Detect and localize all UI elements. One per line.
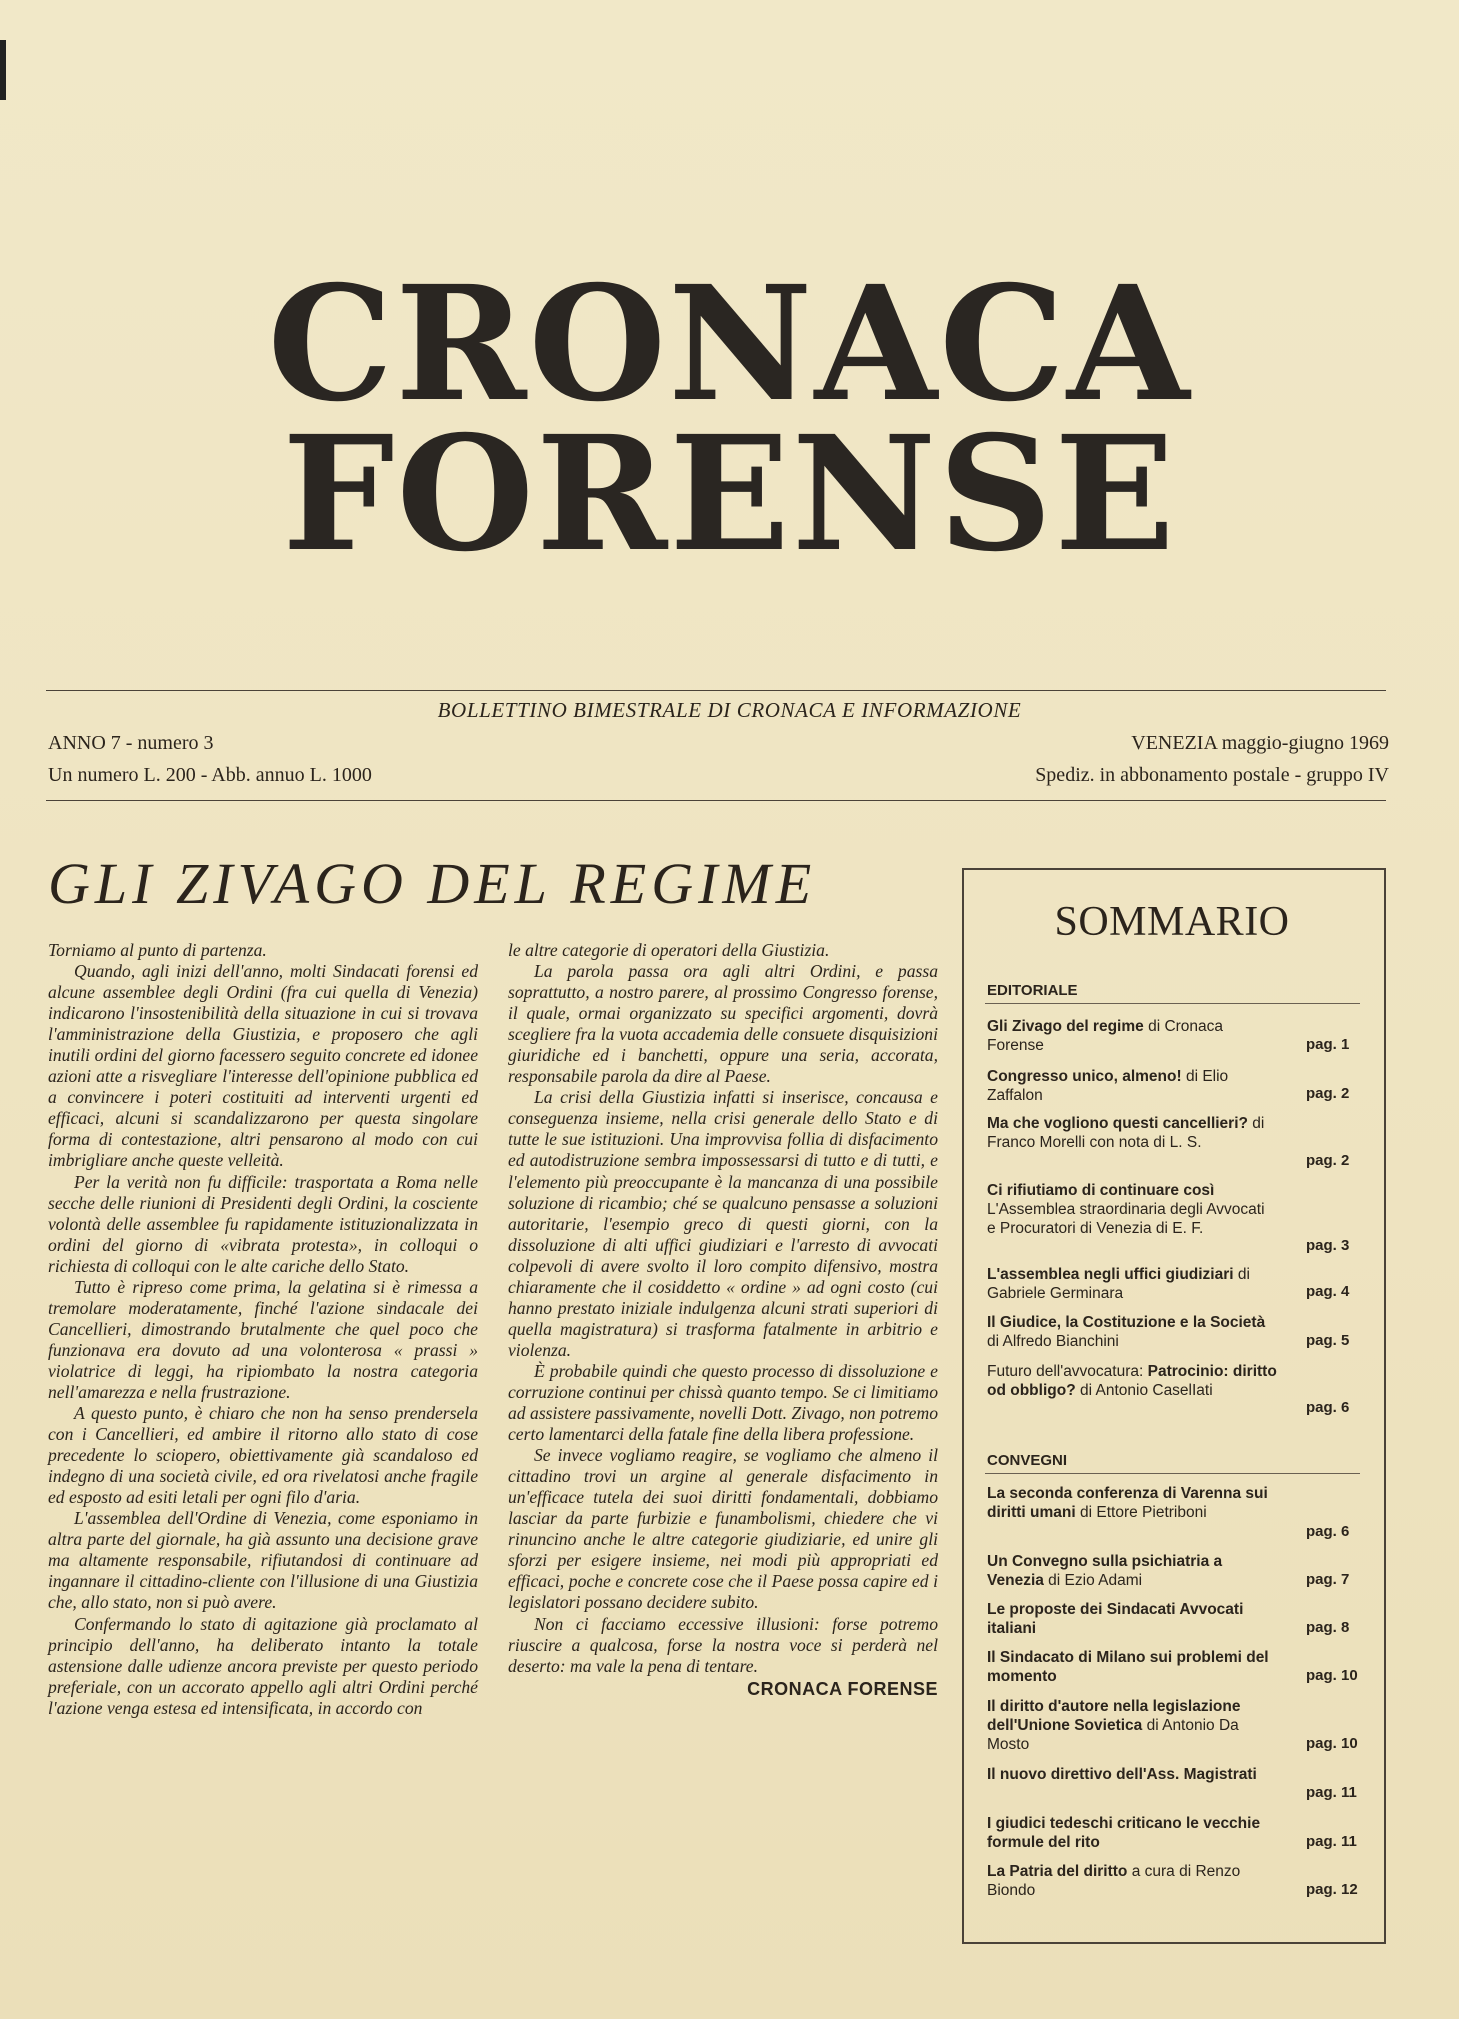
entry-title: Ma che vogliono questi cancellieri? (987, 1115, 1248, 1132)
entry-author: di Gabriele Germinara (987, 1266, 1250, 1302)
entry-author: di Antonio CaselIati (1075, 1382, 1213, 1399)
entry-author: di Elio Zaffalon (987, 1068, 1229, 1104)
subtitle: BOLLETTINO BIMESTRALE DI CRONACA E INFORMAZIONE (437, 698, 1022, 722)
paragraph: Confermando lo stato di agitazione già proclamato al principio dell'anno, ha deliberato intanto la totale astensione dalle udienze ancora previste per questo periodo preferiale, con un accorato appello agli altri Ordini perché l'azione venga estesa ed intensificata, in accordo con (48, 1613, 478, 1718)
entry-author: di Ettore Pietriboni (1075, 1504, 1207, 1521)
paragraph: Non ci facciamo eccessive illusioni: forse potremo riuscire a qualcosa, forse la nostra voce si perderà nel deserto: ma vale la pena di tentare. (508, 1613, 938, 1676)
summary-entry[interactable] (987, 1181, 1277, 1238)
entry-author: di Ezio Adami (1043, 1572, 1143, 1589)
entry-title: Il Sindacato di Milano sui problemi del momento (987, 1649, 1269, 1685)
paragraph: Tutto è ripreso come prima, la gelatina si è rimessa a tremolare moderatamente, finché l'azione sindacale dei Cancellieri, dimostrando brutalmente che quel poco che funzionava era dovuto ad una volonterosa « prassi » violatrice di leggi, ha ripiombato la nostra categoria nell'amarezza e nella frustrazione. (48, 1276, 478, 1402)
paragraph: A questo punto, è chiaro che non ha senso prendersela con i Cancellieri, ed ambire il ritorno allo stato di cose precedente lo sciopero, obiettivamente già scandaloso ed indegno di una società civile, ed ora rivelatosi anche fragile ed esposto ad esiti letali per ogni filo d'aria. (48, 1403, 478, 1508)
entry-title: La seconda conferenza di Varenna sui diritti umani (987, 1485, 1268, 1521)
paragraph: La crisi della Giustizia infatti si inserisce, concausa e conseguenza insieme, nella crisi generale dello Stato e di tutte le sue istituzioni. Una improvvisa follia di disfacimento ed autodistruzione sembra impossessarsi di tutto e di tutti, e l'elemento più preoccupante è la mancanza di una possibile soluzione di ricambio; ché se qualcuno pensasse a soluzioni autoritarie, l'esempio greco di questi giorni, con la dissoluzione di alti uffici giudiziari e l'arresto di avvocati colpevoli di avere svolto il loro compito difensivo, mostra chiaramente che il cosiddetto « ordine » ad ogni costo (cui hanno prestato iniziale indulgenza alcuni strati superiori di quella magistratura) si trasforma fatalmente in arbitrio e violenza. (508, 1087, 938, 1360)
entry-page: pag. 4 (1306, 1283, 1350, 1300)
summary-entry[interactable] (987, 1265, 1277, 1303)
top-rule (46, 690, 1386, 691)
summary-entry[interactable] (987, 1814, 1277, 1852)
issue-shipping: Spediz. in abbonamento postale - gruppo IV (1035, 764, 1389, 786)
entry-author: di Alfredo Bianchini (987, 1333, 1119, 1350)
paragraph: Se invece vogliamo reagire, se vogliamo che almeno il cittadino trovi un argine al generale disfacimento in un'efficace tutela dei suoi diritti fondamentali, dobbiamo lasciar da parte furbizie e funambolismi, chiedere che vi rinuncino anche le altre categorie giudiziarie, ed unire gli sforzi per esigere insieme, nei modi più appropriati ed efficaci, poche e concrete cose che il Paese possa capire ed i legislatori possano decidere subito. (508, 1445, 938, 1613)
issue-price: Un numero L. 200 - Abb. annuo L. 1000 (48, 764, 372, 786)
article-signature: CRONACA FORENSE (747, 1678, 938, 1699)
entry-author: di Franco Morelli con nota di L. S. (987, 1115, 1265, 1151)
entry-page: pag. 10 (1306, 1667, 1358, 1684)
entry-page: pag. 11 (1306, 1784, 1357, 1801)
paragraph: L'assemblea dell'Ordine di Venezia, come esponiamo in altra parte del giornale, ha già assunto una decisione grave ma altamente responsabile, rifiutandosi di continuare ad ingannare il cittadino-cliente con l'illusione di una Giustizia che, allo stato, non si può avere. (48, 1508, 478, 1613)
paragraph: La parola passa ora agli altri Ordini, e passa soprattutto, a nostro parere, al prossimo Congresso forense, il quale, ormai organizzato su specifici argomenti, dovrà scegliere fra la vuota accademia delle consuete disquisizioni giuridiche ed i banchetti, oppure una seria, accorata, responsabile parola da dire al Paese. (508, 961, 938, 1087)
entry-page: pag. 3 (1306, 1237, 1350, 1254)
entry-page: pag. 10 (1306, 1735, 1358, 1752)
masthead-line-1: CRONACA (267, 252, 1192, 437)
entry-title: Le proposte dei Sindacati Avvocati italiani (987, 1601, 1244, 1637)
entry-page: pag. 1 (1306, 1036, 1350, 1053)
entry-title: Il Giudice, la Costituzione e la Società (987, 1314, 1266, 1331)
entry-author: L'Assemblea straordinaria degli Avvocati e Procuratori di Venezia di E. F. (987, 1201, 1265, 1237)
bottom-rule (46, 800, 1386, 801)
summary-entry[interactable] (987, 1067, 1277, 1105)
entry-title: L'assemblea negli uffici giudiziari (987, 1266, 1234, 1283)
paragraph: Torniamo al punto di partenza. (48, 940, 267, 960)
entry-page: pag. 12 (1306, 1881, 1358, 1898)
entry-page: pag. 6 (1306, 1399, 1350, 1416)
article-column-2 (508, 940, 938, 1700)
entry-page: pag. 5 (1306, 1332, 1350, 1349)
summary-entry[interactable] (987, 1552, 1277, 1590)
masthead-line-2: FORENSE (282, 402, 1177, 587)
entry-author: di Antonio Da Mosto (987, 1717, 1239, 1753)
entry-title: Patrocinio: diritto od obbligo? (987, 1363, 1277, 1399)
paragraph: Per la verità non fu difficile: trasportata a Roma nelle secche delle riunioni di Presidenti degli Ordini, la cosciente volontà delle assemblee fu rapidamente istituzionalizzata in ordini del giorno di «vibrata protesta», in colloqui o richiesta di colloqui con le alte cariche dello Stato. (48, 1171, 478, 1276)
section-editoriale: EDITORIALE (987, 982, 1078, 999)
entry-title: Un Convegno sulla psichiatria a Venezia (987, 1553, 1223, 1589)
summary-entry[interactable] (987, 1484, 1277, 1522)
summary-entry[interactable] (987, 1362, 1277, 1400)
entry-page: pag. 7 (1306, 1571, 1350, 1588)
entry-author: di Cronaca Forense (987, 1018, 1224, 1054)
entry-author: a cura di Renzo Biondo (987, 1863, 1241, 1899)
section-convegni: CONVEGNI (987, 1452, 1068, 1469)
paragraph: È probabile quindi che questo processo di dissoluzione e corruzione continui per chissà quanto tempo. Se ci limitiamo ad assistere passivamente, novelli Dott. Zivago, non potremo certo lamentarci della fatale fine della libera professione. (508, 1360, 938, 1445)
summary-title: SOMMARIO (1054, 899, 1290, 945)
entry-prefix: Futuro dell'avvocatura: (987, 1363, 1148, 1380)
paragraph: le altre categorie di operatori della Giustizia. (508, 940, 830, 960)
summary-entry[interactable] (987, 1114, 1277, 1152)
scan-edge-mark (0, 40, 6, 100)
entry-title: Gli Zivago del regime (987, 1018, 1144, 1035)
entry-title: Congresso unico, almeno! (987, 1068, 1182, 1085)
article-column-1 (48, 940, 478, 1719)
paragraph: Quando, agli inizi dell'anno, molti Sindacati forensi ed alcune assemblee degli Ordini (fra cui quella di Venezia) indicarono l'insostenibilità della situazione in cui si trovava l'amministrazione della Giustizia, e proposero che agli inutili ordini del giorno facessero seguito concrete ed idonee azioni atte a risvegliare l'interesse dell'opinione pubblica ed a convincere i poteri costituiti ad interventi urgenti ed efficaci, alcuni si scandalizzarono per questa singolare forma di contestazione, altri pensarono al modo con cui imbrigliare anche queste velleità. (48, 961, 478, 1171)
entry-title: Il diritto d'autore nella legislazione dell'Unione Sovietica (987, 1698, 1241, 1734)
entry-page: pag. 8 (1306, 1619, 1350, 1636)
summary-entry[interactable] (987, 1600, 1277, 1638)
summary-entry[interactable] (987, 1765, 1277, 1784)
summary-entry[interactable] (987, 1862, 1277, 1900)
summary-entry[interactable] (987, 1313, 1277, 1351)
summary-entry[interactable] (987, 1697, 1277, 1754)
entry-title: Il nuovo direttivo dell'Ass. Magistrati (987, 1766, 1257, 1783)
entry-page: pag. 11 (1306, 1833, 1357, 1850)
issue-number: ANNO 7 - numero 3 (48, 732, 214, 754)
entry-title: I giudici tedeschi criticano le vecchie formule del rito (987, 1815, 1261, 1851)
entry-title: Ci rifiutiamo di continuare così (987, 1182, 1215, 1199)
entry-page: pag. 6 (1306, 1523, 1350, 1540)
entry-title: La Patria del diritto (987, 1863, 1128, 1880)
summary-divider (985, 1003, 1360, 1004)
issue-place-date: VENEZIA maggio-giugno 1969 (1131, 732, 1389, 754)
article-headline: GLI ZIVAGO DEL REGIME (48, 851, 817, 916)
entry-page: pag. 2 (1306, 1085, 1350, 1102)
summary-entry[interactable] (987, 1648, 1277, 1686)
masthead (0, 252, 1459, 587)
summary-entry[interactable] (987, 1017, 1277, 1055)
summary-divider (985, 1473, 1360, 1474)
entry-page: pag. 2 (1306, 1152, 1350, 1169)
